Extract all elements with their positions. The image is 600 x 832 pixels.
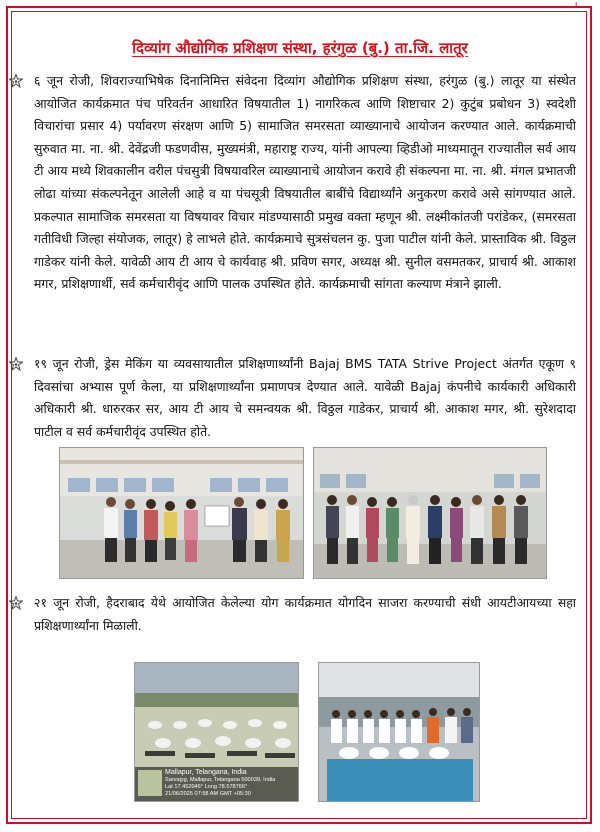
gps-stamp [135,767,298,801]
news-item-1 [34,70,576,296]
star-bullet-icon [9,74,23,88]
gps-timestamp: 21/06/2025 07:58 AM GMT +05:30 [165,791,251,797]
photo-certificate-ceremony-2 [313,447,547,579]
corner-mark: ι [574,0,578,10]
photo-yoga-group [318,662,480,802]
gps-address: Sarvajyg, Mallapur, Telangana 500039, India [165,777,276,783]
news-item-3-text: २१ जून रोजी, हैदराबाद येथे आयोजित केलेल्या योग कार्यक्रमात योगदिन साजरा करण्याची संधी आयटीआयच्या सहा प्रशिक्षणार्थ्यांना मिळाली. [34,595,576,633]
news-item-2-text: १९ जून रोजी, ड्रेस मेकिंग या व्यवसायातील प्रशिक्षणार्थ्यांनी Bajaj BMS TATA Strive Project अंतर्गत एकूण ९ दिवसांचा अभ्यास पूर्ण केला, या प्रशिक्षणार्थ्यांना प्रमाणपत्र देण्यात आले. यावेळी Bajaj कंपनीचे कार्यकारी अधिकारी अधिकारी श्री. धारुरकर सर, आय टी आय चे समन्वयक श्री. विठ्ठल गाडेकर, प्राचार्य श्री. आकाश मगर, श्री. सुरेशदादा पाटील व सर्व कर्मचारीवृंद उपस्थित होते. [34,356,576,439]
photo-certificate-ceremony-1 [59,447,304,579]
gps-map-thumbnail [138,770,162,796]
star-bullet-icon [9,357,23,371]
news-item-3 [34,592,576,637]
page-title: दिव्यांग औद्योगिक प्रशिक्षण संस्था, हरंगुळ (बु.) ता.जि. लातूर [132,39,468,57]
star-bullet-icon [9,596,23,610]
gps-location: Mallapur, Telangana, India [165,769,247,776]
gps-coordinates: Lat 17.452046° Long 78.578766° [165,784,248,790]
news-item-1-text: ६ जून रोजी, शिवराज्याभिषेक दिनानिमित्त संवेदना दिव्यांग औद्योगिक प्रशिक्षण संस्था, हरंगुळ (बु.) लातूर या संस्थेत आयोजित कार्यक्रमात पंच परिवर्तन आधारित विषयातील 1) नागरिकत्व आणि शिष्टाचार 2) कुटुंब प्रबोधन 3) स्वदेशी विचारांचा प्रसार 4) पर्यावरण संरक्षण आणि 5) सामाजित समरसता व्याख्यानाचे आयोजन करण्यात आले. कार्यक्रमाची सुरुवात मा. ना. श्री. देवेंद्रजी फडणवीस, मुख्यमंत्री, महाराष्ट्र राज्य, यांनी आपल्या व्हिडीओ माध्यमातून राज्यातील सर्व आय टी आय मध्ये शिवकालीन वरील पंचसुत्री विषयावरिल व्याख्यानाचे आयोजन करावे ही संकल्पना मा. ना. श्री. मंगल प्रभातजी लोढा यांच्या संकल्पनेतून आलेली आहे व या पंचसूत्री विषयातील बाबींचे विद्यार्थ्यांने अनुकरण करावे असे सांगण्यात आले. प्रकल्पात सामाजिक समरसता या विषयावर विचार मांडण्यासाठी प्रमुख वक्ता म्हणून श्री. लक्ष्मीकांतजी परांडेकर, (समरसता गतीविधी जिल्हा संयोजक, लातूर) हे लाभले होते. कार्यक्रमाचे सुत्रसंचलन कु. पुजा पाटील यांनी केले. प्रास्ताविक श्री. विठ्ठल गाडेकर यांनी केले. यावेळी आय टी आय चे कार्यवाह श्री. प्रविण सगर, अध्यक्ष श्री. सुनील वसमतकर, प्राचार्य श्री. आकाश मगर, प्रशिक्षणार्थी, सर्व कर्मचारीवृंद आणि पालक उपस्थित होते. कार्यक्रमाची सांगता कल्याण मंत्राने झाली. [34,73,576,292]
photo-yoga-session [134,662,299,802]
news-item-2 [34,353,576,443]
